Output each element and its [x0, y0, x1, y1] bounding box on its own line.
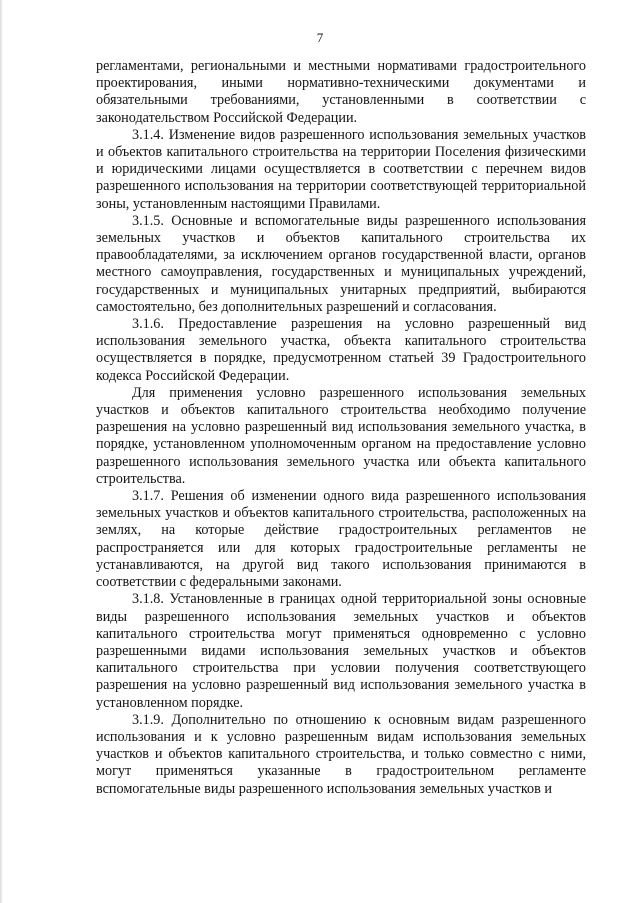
scan-edge-shadow — [0, 0, 3, 903]
page-number: 7 — [316, 30, 324, 45]
paragraph-3-1-7: 3.1.7. Решения об изменении одного вида разрешенного использования земельных участков и объектов капитального строительства, расположенных на землях, на которые действие градостроительных регламентов не распространяется или для которых градостроительные регламенты не устанавливаются, на другой вид такого использования принимаются в соответствии с федеральными законами. — [96, 488, 586, 591]
paragraph-3-1-5: 3.1.5. Основные и вспомогательные виды разрешенного использования земельных участков и объектов капитального строительства их правообладателями, за исключением органов государственной власти, органов местного самоуправления, государственных и муниципальных учреждений, государственных и муниципальных унитарных предприятий, выбираются самостоятельно, без дополнительных разрешений и согласования. — [96, 212, 586, 315]
paragraph-3-1-8: 3.1.8. Установленные в границах одной территориальной зоны основные виды разрешенного использования земельных участков и объектов капитального строительства могут применяться одновременно с условно разрешенными видами использования земельных участков и объектов капитального строительства при условии получения соответствующего разрешения на условно разрешенный вид использования земельного участка в установленном порядке. — [96, 591, 586, 711]
paragraph-3-1-9: 3.1.9. Дополнительно по отношению к основным видам разрешенного использования и к условно разрешенным видам использования земельных участков и объектов капитального строительства, и только совместно с ними, могут применяться указанные в градостроительном регламенте вспомогательные виды разрешенного использования земельных участков и — [96, 711, 586, 797]
paragraph-3-1-6: 3.1.6. Предоставление разрешения на условно разрешенный вид использования земельного участка, объекта капитального строительства осуществляется в порядке, предусмотренном статьей 39 Градостроительного кодекса Российской Федерации. — [96, 316, 586, 384]
paragraph-continuation: регламентами, региональными и местными нормативами градостроительного проектирования, иными нормативно-техническими документами и обязательными требованиями, установленными в соответствии с законодательством Российской Федерации. — [96, 58, 586, 126]
paragraph-3-1-6-application: Для применения условно разрешенного использования земельных участков и объектов капитального строительства необходимо получение разрешения на условно разрешенный вид использования земельного участка, в порядке, установленном уполномоченным органом на предоставление условно разрешенного использования земельного участка или объекта капитального строительства. — [96, 384, 586, 487]
paragraph-3-1-4: 3.1.4. Изменение видов разрешенного использования земельных участков и объектов капитального строительства на территории Поселения физическими и юридическими лицами осуществляется в соответствии с перечнем видов разрешенного использования на территории соответствующей территориальной зоны, установленным настоящими Правилами. — [96, 126, 586, 212]
document-body — [96, 58, 586, 798]
